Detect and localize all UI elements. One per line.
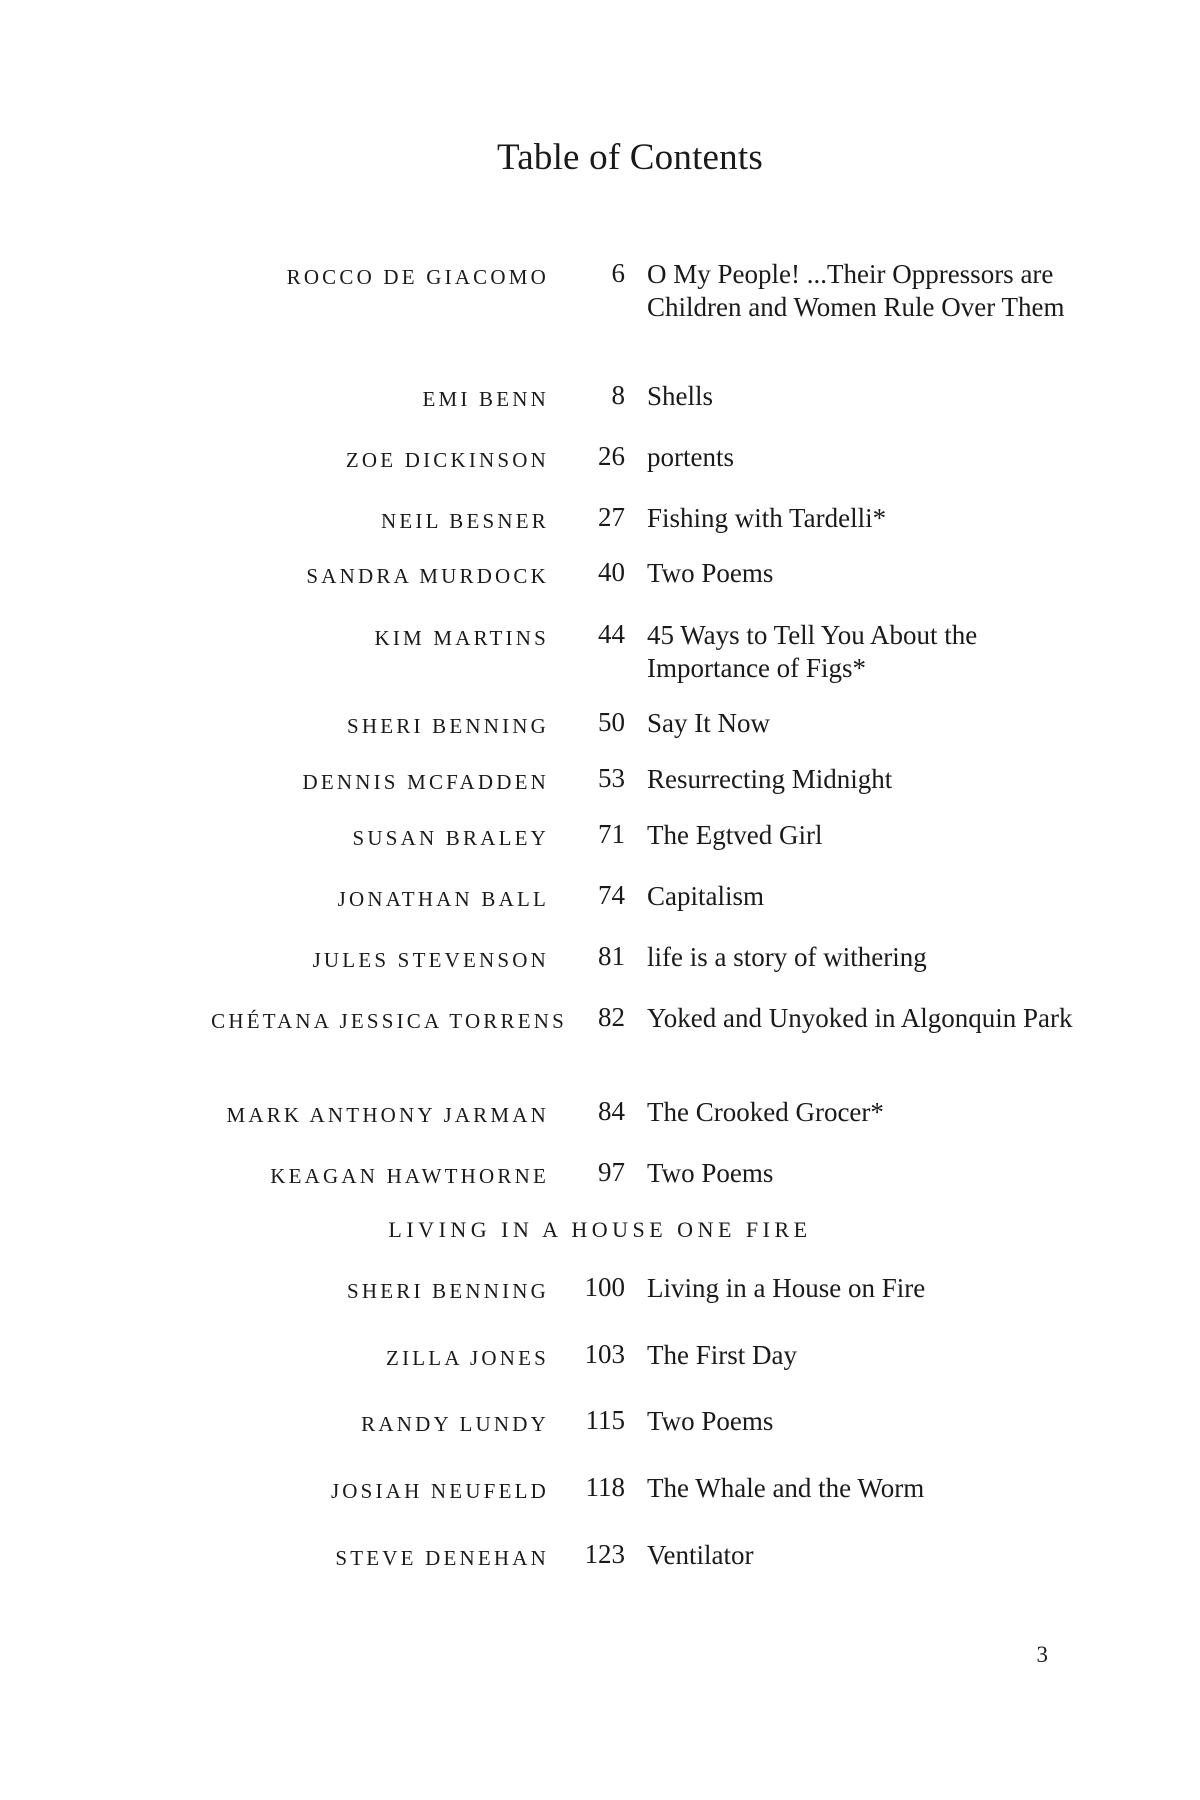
entry-page-number: 27: [598, 502, 625, 532]
entry-page-number: 84: [598, 1096, 625, 1126]
entry-page-number: 74: [598, 880, 625, 910]
entry-title: 45 Ways to Tell You About the Importance of Figs*: [647, 620, 978, 683]
entry-page-number: 26: [598, 441, 625, 471]
entry-author: CHÉTANA JESSICA TORRENS: [211, 1009, 567, 1033]
section-heading: LIVING IN A HOUSE ONE FIRE: [388, 1217, 812, 1242]
entry-page-number: 53: [598, 763, 625, 793]
entry-page-number: 40: [598, 557, 625, 587]
entry-author: JOSIAH NEUFELD: [330, 1479, 549, 1503]
entry-page-number: 123: [584, 1539, 625, 1569]
entry-title: Fishing with Tardelli*: [647, 503, 887, 533]
entry-page-number: 100: [584, 1272, 625, 1302]
entry-author: SANDRA MURDOCK: [306, 564, 549, 588]
entry-page-number: 44: [598, 619, 625, 649]
entry-author: SHERI BENNING: [346, 714, 549, 738]
entry-author: JULES STEVENSON: [312, 948, 549, 972]
page-title: Table of Contents: [497, 137, 763, 178]
entry-page-number: 118: [585, 1472, 625, 1502]
entry-author: KEAGAN HAWTHORNE: [270, 1164, 549, 1188]
entry-author: MARK ANTHONY JARMAN: [226, 1103, 549, 1127]
entry-title: The Crooked Grocer*: [647, 1097, 884, 1127]
entry-title: portents: [647, 442, 734, 472]
entry-title: Yoked and Unyoked in Algonquin Park: [647, 1003, 1073, 1033]
entry-page-number: 50: [598, 707, 625, 737]
entry-title: Resurrecting Midnight: [647, 764, 893, 794]
entry-page-number: 115: [585, 1405, 625, 1435]
entry-title: O My People! ...Their Oppressors are Children and Women Rule Over Them: [647, 259, 1065, 322]
entry-author: SHERI BENNING: [346, 1279, 549, 1303]
entry-author: RANDY LUNDY: [361, 1412, 549, 1436]
entry-page-number: 97: [598, 1157, 625, 1187]
entry-author: NEIL BESNER: [381, 509, 549, 533]
entry-title: Two Poems: [647, 1406, 774, 1436]
entry-author: EMI BENN: [422, 387, 549, 411]
entry-title: Capitalism: [647, 881, 764, 911]
entry-title: Two Poems: [647, 1158, 774, 1188]
entry-author: ZILLA JONES: [386, 1346, 549, 1370]
entry-title: Living in a House on Fire: [647, 1273, 926, 1303]
entry-title: Ventilator: [647, 1540, 754, 1570]
entry-author: ROCCO DE GIACOMO: [286, 265, 549, 289]
entry-author: ZOE DICKINSON: [345, 448, 549, 472]
entry-page-number: 82: [598, 1002, 625, 1032]
entry-title: life is a story of withering: [647, 942, 927, 972]
entry-author: JONATHAN BALL: [337, 887, 549, 911]
entry-title: The First Day: [647, 1340, 797, 1370]
entry-page-number: 103: [584, 1339, 625, 1369]
entry-title: Shells: [647, 381, 714, 411]
entry-author: STEVE DENEHAN: [335, 1546, 549, 1570]
entry-page-number: 71: [598, 819, 625, 849]
entry-title: Two Poems: [647, 558, 774, 588]
entry-author: SUSAN BRALEY: [352, 826, 549, 850]
entry-page-number: 81: [598, 941, 625, 971]
entry-author: DENNIS MCFADDEN: [302, 770, 549, 794]
entry-page-number: 8: [611, 380, 625, 410]
page-number-folio: 3: [1036, 1642, 1048, 1667]
entry-author: KIM MARTINS: [374, 626, 549, 650]
entry-title: The Whale and the Worm: [647, 1473, 925, 1503]
entry-title: The Egtved Girl: [647, 820, 823, 850]
entry-page-number: 6: [611, 258, 625, 288]
entry-title: Say It Now: [647, 708, 770, 738]
